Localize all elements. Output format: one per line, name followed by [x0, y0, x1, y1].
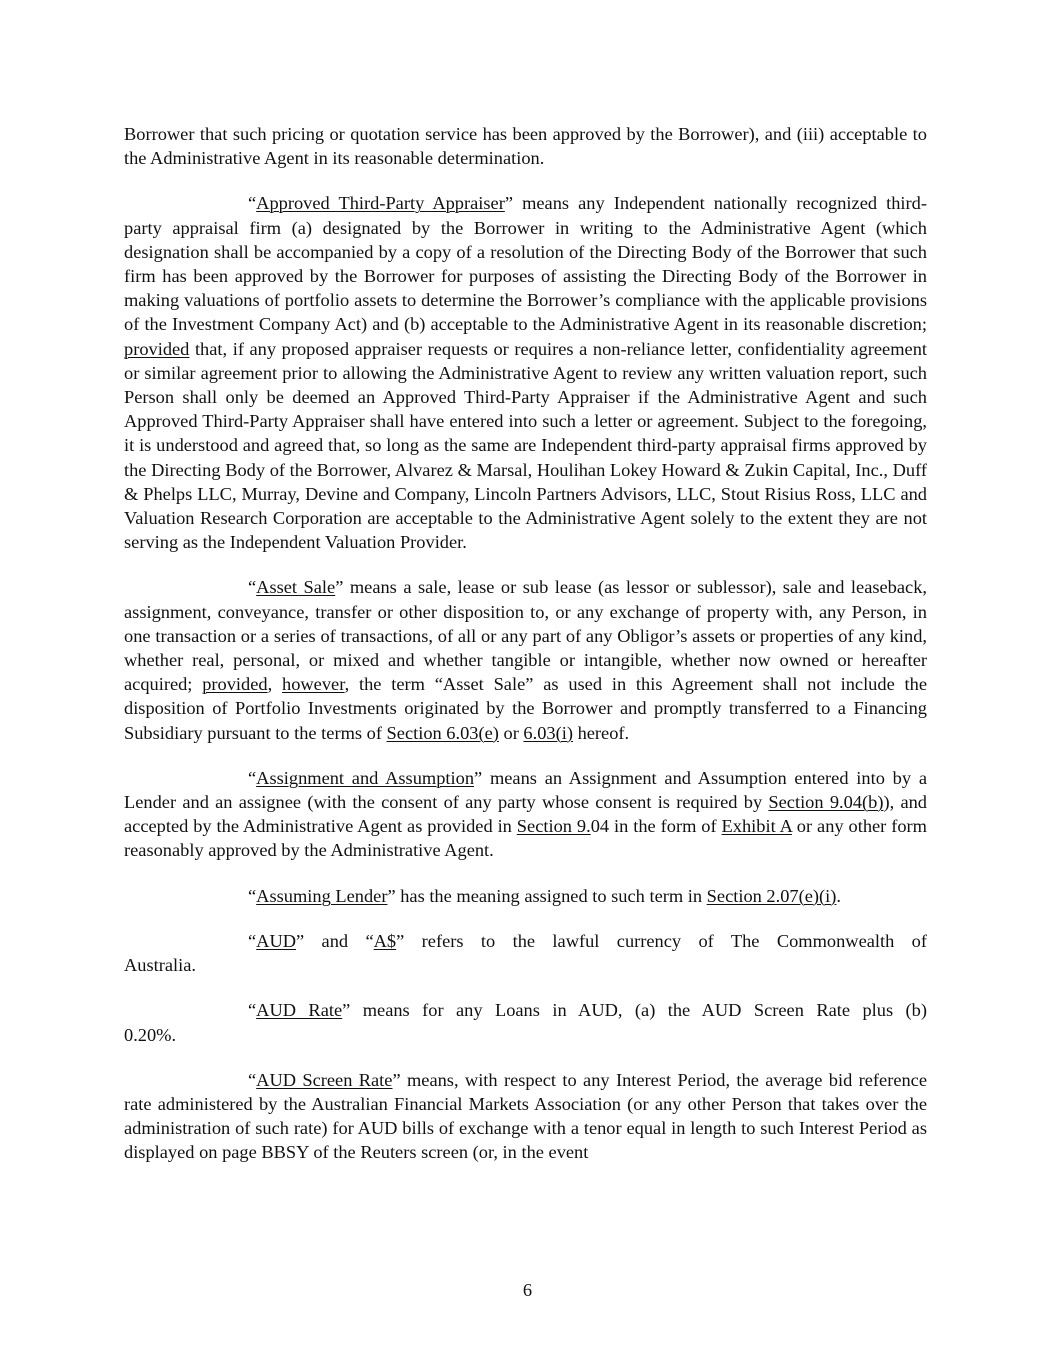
paragraph-continuation: Borrower that such pricing or quotation service has been approved by the Borrower), and (iii) acceptable to the Administrative Agent in its reasonable determination.: [124, 124, 927, 169]
definition-asset-sale: “Asset Sale” means a sale, lease or sub lease (as lessor or sublessor), sale and leaseback, assignment, conveyance, transfer or other disposition to, or any exchange of property with, any Person, in one transaction or a series of transactions, of all or any part of any Obligor’s assets or properties of any kind, whether real, personal, or mixed and whether tangible or intangible, whether now owned or hereafter acquired; provided, however, the term “Asset Sale” as used in this Agreement shall not include the disposition of Portfolio Investments originated by the Borrower and promptly transferred to a Financing Subsidiary pursuant to the terms of Section 6.03(e) or 6.03(i) hereof.: [124, 577, 928, 743]
definition-aud: “AUD” and “A$” refers to the lawful currency of The Commonwealth of Australia.: [124, 930, 928, 976]
exhibit-reference: Exhibit A: [721, 816, 792, 837]
underlined-word: provided: [124, 338, 190, 359]
defined-term: AUD: [256, 930, 297, 951]
page-number: 6: [522, 1280, 533, 1300]
document-page: [124, 122, 927, 1186]
section-reference: Section 2.07(e)(i): [706, 885, 837, 906]
section-reference: Section 9.04(b): [768, 792, 884, 813]
section-reference: Section 9.: [516, 816, 591, 837]
section-reference: Section 6.03(e): [386, 722, 499, 743]
defined-term: Asset Sale: [256, 577, 336, 598]
defined-term: A$: [373, 930, 397, 951]
definition-assuming-lender: “Assuming Lender” has the meaning assigned to such term in Section 2.07(e)(i).: [248, 885, 841, 906]
definition-approved-third-party-appraiser: “Approved Third-Party Appraiser” means any Independent nationally recognized third-party appraisal firm (a) designated by the Borrower in writing to the Administrative Agent (which designation shall be accompanied by a copy of a resolution of the Directing Body of the Borrower that such firm has been approved by the Borrower for purposes of assisting the Directing Body of the Borrower in making valuations of portfolio assets to determine the Borrower’s compliance with the applicable provisions of the Investment Company Act) and (b) acceptable to the Administrative Agent in its reasonable discretion; provided that, if any proposed appraiser requests or requires a non-reliance letter, confidentiality agreement or similar agreement prior to allowing the Administrative Agent to review any written valuation report, such Person shall only be deemed an Approved Third-Party Appraiser if the Administrative Agent and such Approved Third-Party Appraiser shall have entered into such a letter or agreement. Subject to the foregoing, it is understood and agreed that, so long as the same are Independent third-party appraisal firms approved by the Directing Body of the Borrower, Alvarez & Marsal, Houlihan Lokey Howard & Zukin Capital, Inc., Duff & Phelps LLC, Murray, Devine and Company, Lincoln Partners Advisors, LLC, Stout Risius Ross, LLC and Valuation Research Corporation are acceptable to the Administrative Agent solely to the extent they are not serving as the Independent Valuation Provider.: [124, 193, 927, 553]
defined-term: Assuming Lender: [256, 885, 388, 906]
definition-aud-screen-rate: “AUD Screen Rate” means, with respect to any Interest Period, the average bid reference rate administered by the Australian Financial Markets Association (or any other Person that takes over the administration of such rate) for AUD bills of exchange with a tenor equal in length to such Interest Period as displayed on page BBSY of the Reuters screen (or, in the event: [124, 1069, 928, 1163]
definition-aud-rate: “AUD Rate” means for any Loans in AUD, (a) the AUD Screen Rate plus (b) 0.20%.: [124, 1000, 927, 1045]
defined-term: Approved Third-Party Appraiser: [256, 193, 505, 214]
underlined-word: provided: [202, 674, 268, 695]
defined-term: Assignment and Assumption: [256, 767, 475, 788]
section-reference: 6.03(i): [523, 722, 573, 743]
definition-assignment-and-assumption: “Assignment and Assumption” means an Assignment and Assumption entered into by a Lender and an assignee (with the consent of any party whose consent is required by Section 9.04(b)), and accepted by the Administrative Agent as provided in Section 9.04 in the form of Exhibit A or any other form reasonably approved by the Administrative Agent.: [124, 767, 928, 861]
defined-term: AUD Screen Rate: [256, 1069, 393, 1090]
defined-term: AUD Rate: [256, 1000, 343, 1021]
underlined-word: however: [282, 674, 345, 695]
